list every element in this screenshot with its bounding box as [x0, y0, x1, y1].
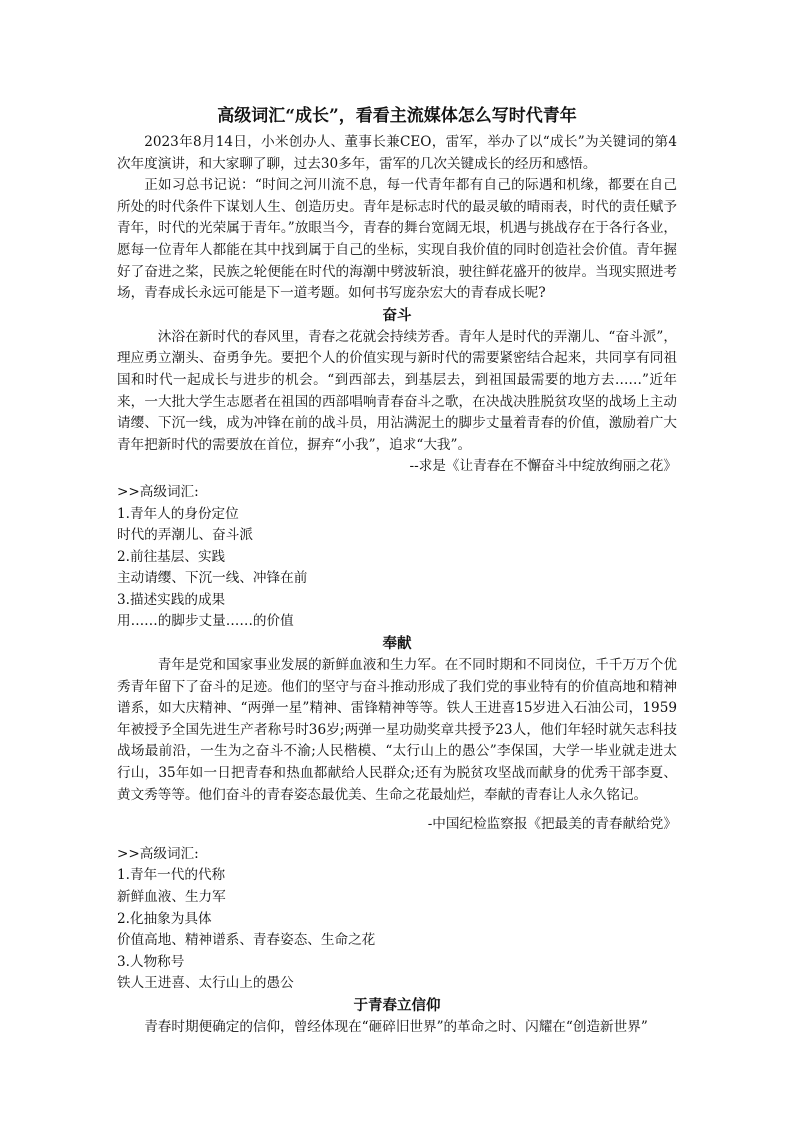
vocab-item: 2.前往基层、实践 — [117, 548, 226, 565]
vocab-header: >>高级词汇: — [117, 845, 199, 862]
section-heading-dedication: 奉献 — [382, 635, 412, 653]
section-heading-struggle: 奋斗 — [382, 306, 412, 324]
intro-paragraph-1: 2023年8月14日，小米创办人、董事长兼CEO，雷军，举办了以“成长”为关键词的第4次年度演讲，和大家聊了聊，过去30多年，雷军的几次关键成长的经历和感悟。 — [117, 134, 677, 172]
vocab-item: 2.化抽象为具体 — [117, 910, 212, 927]
vocab-item: 3.人物称号 — [117, 953, 185, 970]
vocab-item: 时代的弄潮儿、奋斗派 — [117, 527, 253, 544]
section-struggle-body: 沐浴在新时代的春风里，青春之花就会持续芳香。青年人是时代的弄潮儿、“奋斗派”，理应勇立潮头、奋勇争先。要把个人的价值实现与新时代的需要紧密结合起来，共同享有同祖国和时代一起成长与进步的机会。“到西部去，到基层去，到祖国最需要的地方去……”近年来，一大批大学生志愿者在祖国的西部唱响青春奋斗之歌，在决战决胜脱贫攻坚的战场上主动请缨、下沉一线，成为冲锋在前的战斗员，用沾满泥土的脚步丈量着青春的价值，激励着广大青年把新时代的需要放在首位，摒弃“小我”，追求“大我”。 — [117, 328, 677, 453]
section-dedication-body: 青年是党和国家事业发展的新鲜血液和生力军。在不同时期和不同岗位，千千万万个优秀青年留下了奋斗的足迹。他们的坚守与奋斗推动形成了我们党的事业特有的价值高地和精神谱系，如大庆精神、“两弹一星”精神、雷锋精神等等。铁人王进喜15岁进入石油公司，1959年被授予全国先进生产者称号时36岁;两弹一星功勋奖章共授予23人，他们年轻时就矢志科技战场最前沿，一生为之奋斗不渝;人民楷模、“太行山上的愚公”李保国，大学一毕业就走进太行山，35年如一日把青春和热血都献给人民群众;还有为脱贫攻坚战而献身的优秀干部李夏、黄文秀等等。他们奋斗的青春姿态最优美、生命之花最灿烂，奉献的青春让人永久铭记。 — [117, 657, 677, 803]
vocab-item: 铁人王进喜、太行山上的愚公 — [117, 975, 294, 992]
section-dedication-source: -中国纪检监察报《把最美的青春献给党》 — [427, 816, 677, 833]
vocab-item: 价值高地、精神谱系、青春姿态、生命之花 — [117, 932, 376, 949]
vocab-item: 3.描述实践的成果 — [117, 591, 226, 608]
vocab-item: 用……的脚步丈量……的价值 — [117, 613, 294, 630]
vocab-header: >>高级词汇: — [117, 483, 199, 500]
document-title: 高级词汇“成长”，看看主流媒体怎么写时代青年 — [217, 106, 577, 126]
section-faith-body: 青春时期便确定的信仰，曾经体现在“砸碎旧世界”的革命之时、闪耀在“创造新世界” — [144, 1018, 648, 1035]
vocab-item: 1.青年人的身份定位 — [117, 505, 239, 522]
vocab-item: 新鲜血液、生力军 — [117, 889, 226, 905]
document-page — [117, 104, 677, 1039]
section-heading-faith: 于青春立信仰 — [353, 996, 441, 1014]
intro-paragraph-2: 正如习总书记说：“时间之河川流不息，每一代青年都有自己的际遇和机缘，都要在自己所处的时代条件下谋划人生、创造历史。青年是标志时代的最灵敏的晴雨表，时代的责任赋予青年，时代的光荣属于青年。”放眼当今，青春的舞台宽阔无垠，机遇与挑战存在于各行各业，愿每一位青年人都能在其中找到属于自己的坐标，实现自我价值的同时创造社会价值。青年握好了奋进之桨，民族之轮便能在时代的海潮中劈波斩浪，驶往鲜花盛开的彼岸。当现实照进考场，青春成长永远可能是下一道考题。如何书写庞杂宏大的青春成长呢? — [117, 177, 677, 302]
vocab-item: 1.青年一代的代称 — [117, 867, 226, 884]
section-struggle-source: --求是《让青春在不懈奋斗中绽放绚丽之花》 — [409, 458, 677, 475]
vocab-item: 主动请缨、下沉一线、冲锋在前 — [117, 570, 308, 587]
